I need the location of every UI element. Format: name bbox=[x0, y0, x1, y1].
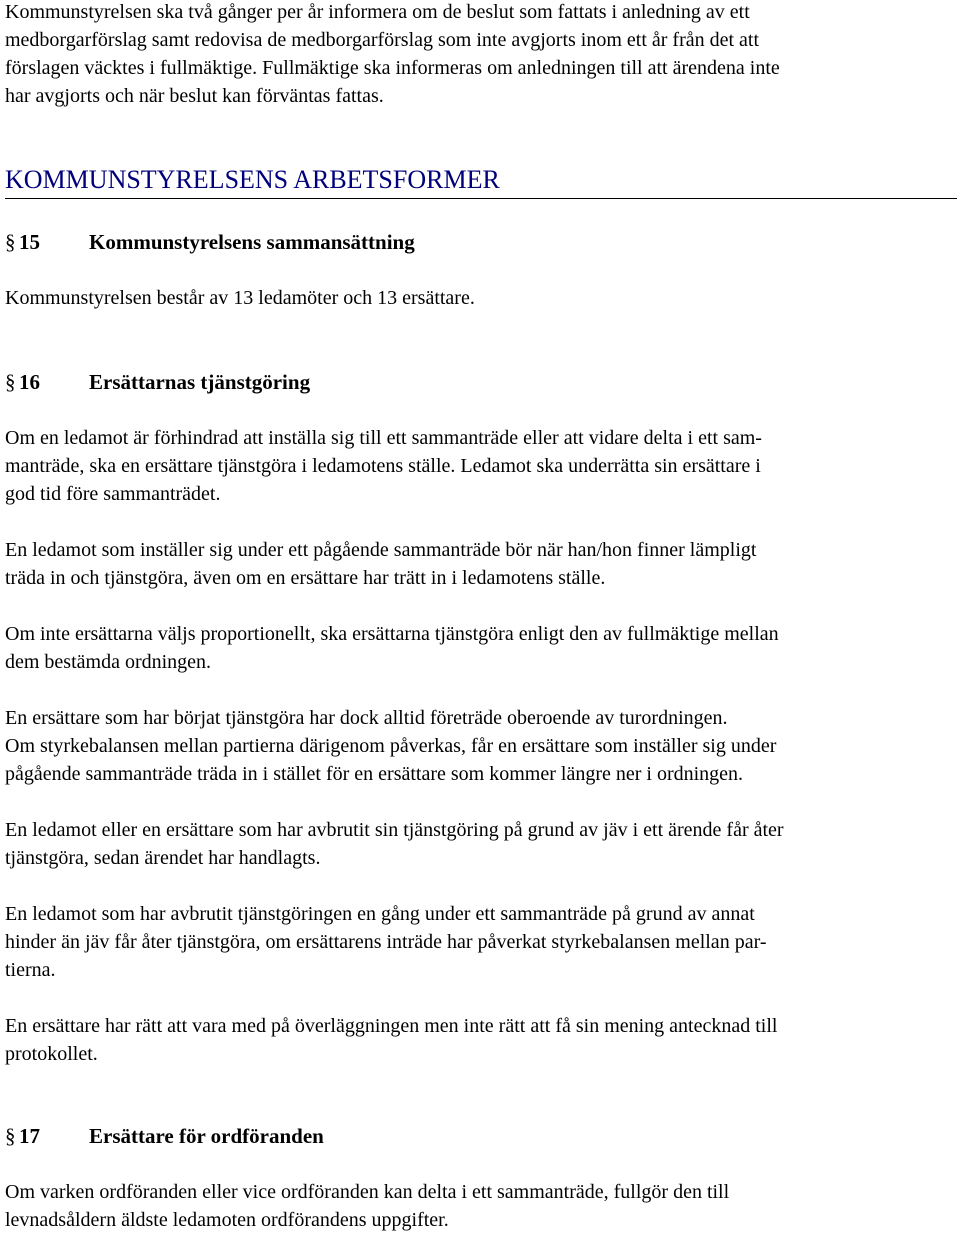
section-symbol: § bbox=[5, 1124, 16, 1148]
intro-line: förslagen väcktes i fullmäktige. Fullmäktige ska informeras om anledningen till att ärendena inte bbox=[5, 57, 780, 79]
body-line: Om inte ersättarna väljs proportionellt, ska ersättarna tjänstgöra enligt den av fullmäktige mellan bbox=[5, 623, 779, 645]
body-line: En ledamot eller en ersättare som har avbrutit sin tjänstgöring på grund av jäv i ett ärende får åter bbox=[5, 819, 784, 841]
intro-line: medborgarförslag samt redovisa de medborgarförslag som inte avgjorts inom ett år från det att bbox=[5, 29, 760, 51]
intro-line: har avgjorts och när beslut kan förväntas fattas. bbox=[5, 85, 384, 107]
section-number: 16 bbox=[19, 370, 40, 394]
chapter-heading bbox=[5, 162, 957, 199]
section-number: 17 bbox=[19, 1124, 40, 1148]
section-title: Kommunstyrelsens sammansättning bbox=[89, 230, 415, 254]
intro-line: Kommunstyrelsen ska två gånger per år informera om de beslut som fattats i anledning av ett bbox=[5, 1, 750, 23]
body-line: En ersättare som har börjat tjänstgöra har dock alltid företräde oberoende av turordningen. bbox=[5, 707, 728, 729]
body-line: protokollet. bbox=[5, 1043, 98, 1065]
section-heading-15 bbox=[5, 228, 415, 256]
section-symbol: § bbox=[5, 370, 16, 394]
section-heading-17 bbox=[5, 1122, 324, 1150]
body-line: Om en ledamot är förhindrad att inställa sig till ett sammanträde eller att vidare delta i ett sam- bbox=[5, 427, 762, 449]
body-line: dem bestämda ordningen. bbox=[5, 651, 212, 673]
body-line: En ersättare har rätt att vara med på överläggningen men inte rätt att få sin mening antecknad till bbox=[5, 1015, 778, 1037]
body-line: manträde, ska en ersättare tjänstgöra i ledamotens ställe. Ledamot ska underrätta sin ersättare i bbox=[5, 455, 761, 477]
body-line: träda in och tjänstgöra, även om en ersättare har trätt in i ledamotens ställe. bbox=[5, 567, 606, 589]
body-line: tjänstgöra, sedan ärendet har handlagts. bbox=[5, 847, 321, 869]
body-line: levnadsåldern äldste ledamoten ordförandens uppgifter. bbox=[5, 1209, 449, 1231]
body-line: Kommunstyrelsen består av 13 ledamöter och 13 ersättare. bbox=[5, 287, 475, 309]
chapter-heading-text: KOMMUNSTYRELSENS ARBETSFORMER bbox=[5, 165, 500, 194]
body-line: tierna. bbox=[5, 959, 56, 981]
body-line: En ledamot som har avbrutit tjänstgöringen en gång under ett sammanträde på grund av annat bbox=[5, 903, 755, 925]
body-line: pågående sammanträde träda in i stället för en ersättare som kommer längre ner i ordningen. bbox=[5, 763, 744, 785]
body-line: Om styrkebalansen mellan partierna därigenom påverkas, får en ersättare som inställer sig under bbox=[5, 735, 777, 757]
body-line: Om varken ordföranden eller vice ordföranden kan delta i ett sammanträde, fullgör den till bbox=[5, 1181, 730, 1203]
body-line: hinder än jäv får åter tjänstgöra, om ersättarens inträde har påverkat styrkebalansen mellan par- bbox=[5, 931, 767, 953]
body-line: god tid före sammanträdet. bbox=[5, 483, 221, 505]
section-heading-16 bbox=[5, 368, 310, 396]
body-line: En ledamot som inställer sig under ett pågående sammanträde bör när han/hon finner lämpligt bbox=[5, 539, 757, 561]
section-number: 15 bbox=[19, 230, 40, 254]
section-title: Ersättarnas tjänstgöring bbox=[89, 370, 311, 394]
section-title: Ersättare för ordföranden bbox=[89, 1124, 324, 1148]
section-symbol: § bbox=[5, 230, 16, 254]
